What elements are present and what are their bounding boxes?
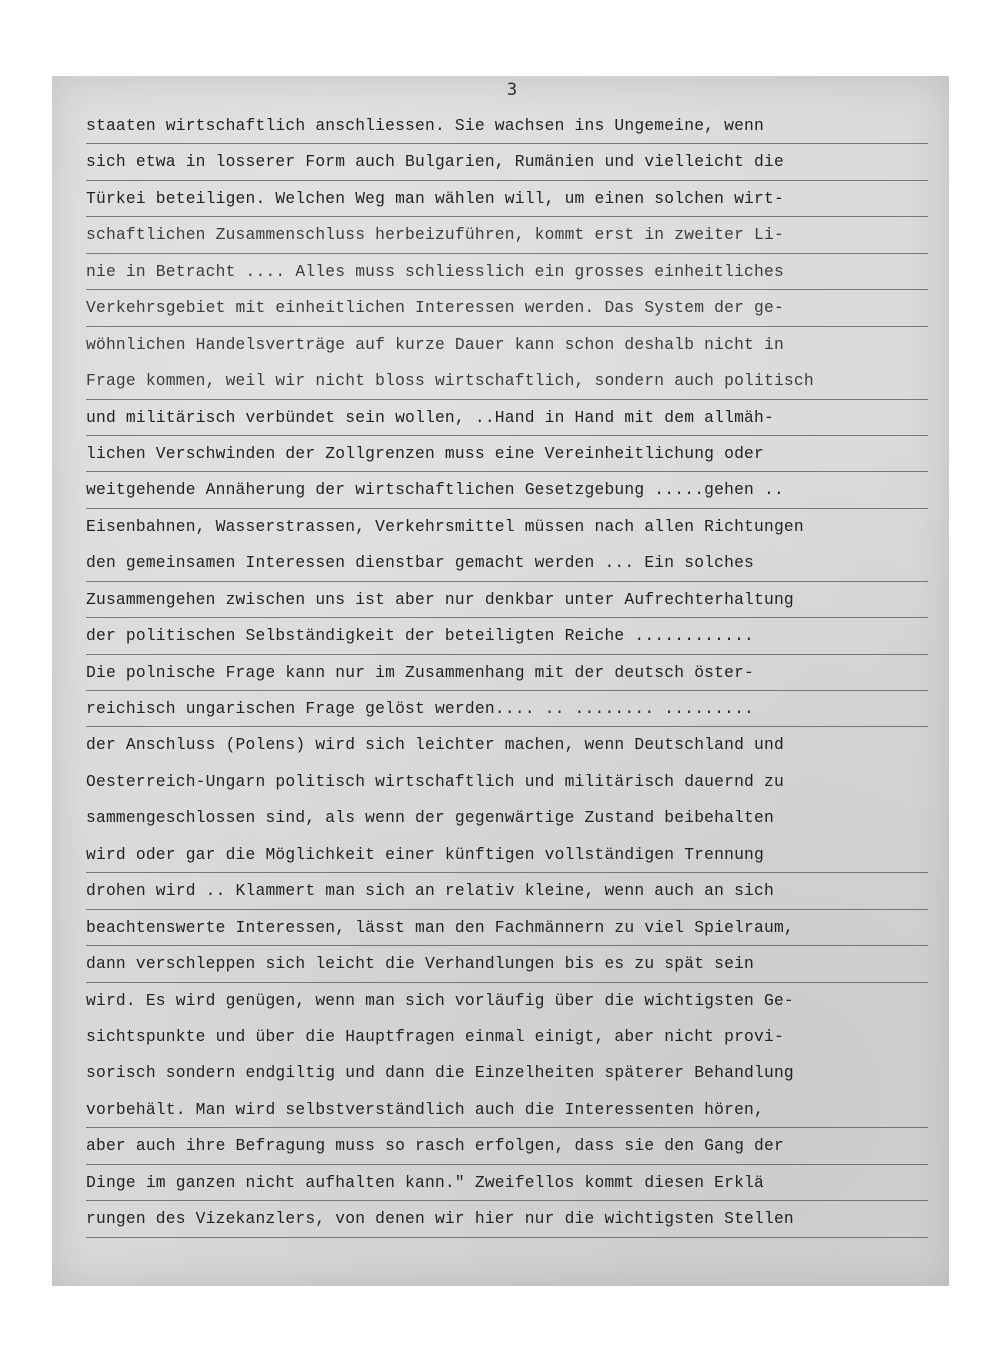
text-line: drohen wird .. Klammert man sich an relativ kleine, wenn auch an sich <box>86 873 928 909</box>
typewritten-text <box>86 108 928 1238</box>
text-line: wöhnlichen Handelsverträge auf kurze Dauer kann schon deshalb nicht in <box>86 334 784 354</box>
text-line: beachtenswerte Interessen, lässt man den Fachmännern zu viel Spielraum, <box>86 910 928 946</box>
text-line: lichen Verschwinden der Zollgrenzen muss eine Vereinheitlichung oder <box>86 436 928 472</box>
text-line: schaftlichen Zusammenschluss herbeizuführen, kommt erst in zweiter Li- <box>86 217 928 253</box>
text-line: wird. Es wird genügen, wenn man sich vorläufig über die wichtigsten Ge- <box>86 990 794 1010</box>
text-line: Die polnische Frage kann nur im Zusammenhang mit der deutsch öster- <box>86 655 928 691</box>
text-line: Oesterreich-Ungarn politisch wirtschaftlich und militärisch dauernd zu <box>86 771 784 791</box>
text-line: staaten wirtschaftlich anschliessen. Sie wachsen ins Ungemeine, wenn <box>86 108 928 144</box>
text-line: der politischen Selbständigkeit der beteiligten Reiche ............ <box>86 618 928 654</box>
text-line: Dinge im ganzen nicht aufhalten kann." Zweifellos kommt diesen Erklä <box>86 1165 928 1201</box>
text-line: dann verschleppen sich leicht die Verhandlungen bis es zu spät sein <box>86 946 928 982</box>
text-line: Türkei beteiligen. Welchen Weg man wählen will, um einen solchen wirt- <box>86 181 928 217</box>
page-number: 3 <box>506 80 518 100</box>
text-line: Frage kommen, weil wir nicht bloss wirtschaftlich, sondern auch politisch <box>86 363 928 399</box>
text-line: sichtspunkte und über die Hauptfragen einmal einigt, aber nicht provi- <box>86 1026 784 1046</box>
text-line: wird oder gar die Möglichkeit einer künftigen vollständigen Trennung <box>86 837 928 873</box>
text-line: rungen des Vizekanzlers, von denen wir hier nur die wichtigsten Stellen <box>86 1201 928 1237</box>
text-line: der Anschluss (Polens) wird sich leichter machen, wenn Deutschland und <box>86 735 784 755</box>
text-line: Verkehrsgebiet mit einheitlichen Interessen werden. Das System der ge- <box>86 290 928 326</box>
text-line: Zusammengehen zwischen uns ist aber nur denkbar unter Aufrechterhaltung <box>86 582 928 618</box>
text-line: nie in Betracht .... Alles muss schliesslich ein grosses einheitliches <box>86 254 928 290</box>
text-line: und militärisch verbündet sein wollen, ..Hand in Hand mit dem allmäh- <box>86 400 928 436</box>
text-line: vorbehält. Man wird selbstverständlich auch die Interessenten hören, <box>86 1092 928 1128</box>
text-line: weitgehende Annäherung der wirtschaftlichen Gesetzgebung .....gehen .. <box>86 472 928 508</box>
text-line: sammengeschlossen sind, als wenn der gegenwärtige Zustand beibehalten <box>86 808 774 828</box>
text-line: sorisch sondern endgiltig und dann die Einzelheiten späterer Behandlung <box>86 1063 794 1083</box>
text-line: aber auch ihre Befragung muss so rasch erfolgen, dass sie den Gang der <box>86 1128 928 1164</box>
text-line: sich etwa in losserer Form auch Bulgarien, Rumänien und vielleicht die <box>86 144 928 180</box>
text-line: reichisch ungarischen Frage gelöst werden.... .. ........ ......... <box>86 691 928 727</box>
text-line: Eisenbahnen, Wasserstrassen, Verkehrsmittel müssen nach allen Richtungen <box>86 516 804 536</box>
text-line: den gemeinsamen Interessen dienstbar gemacht werden ... Ein solches <box>86 545 928 581</box>
